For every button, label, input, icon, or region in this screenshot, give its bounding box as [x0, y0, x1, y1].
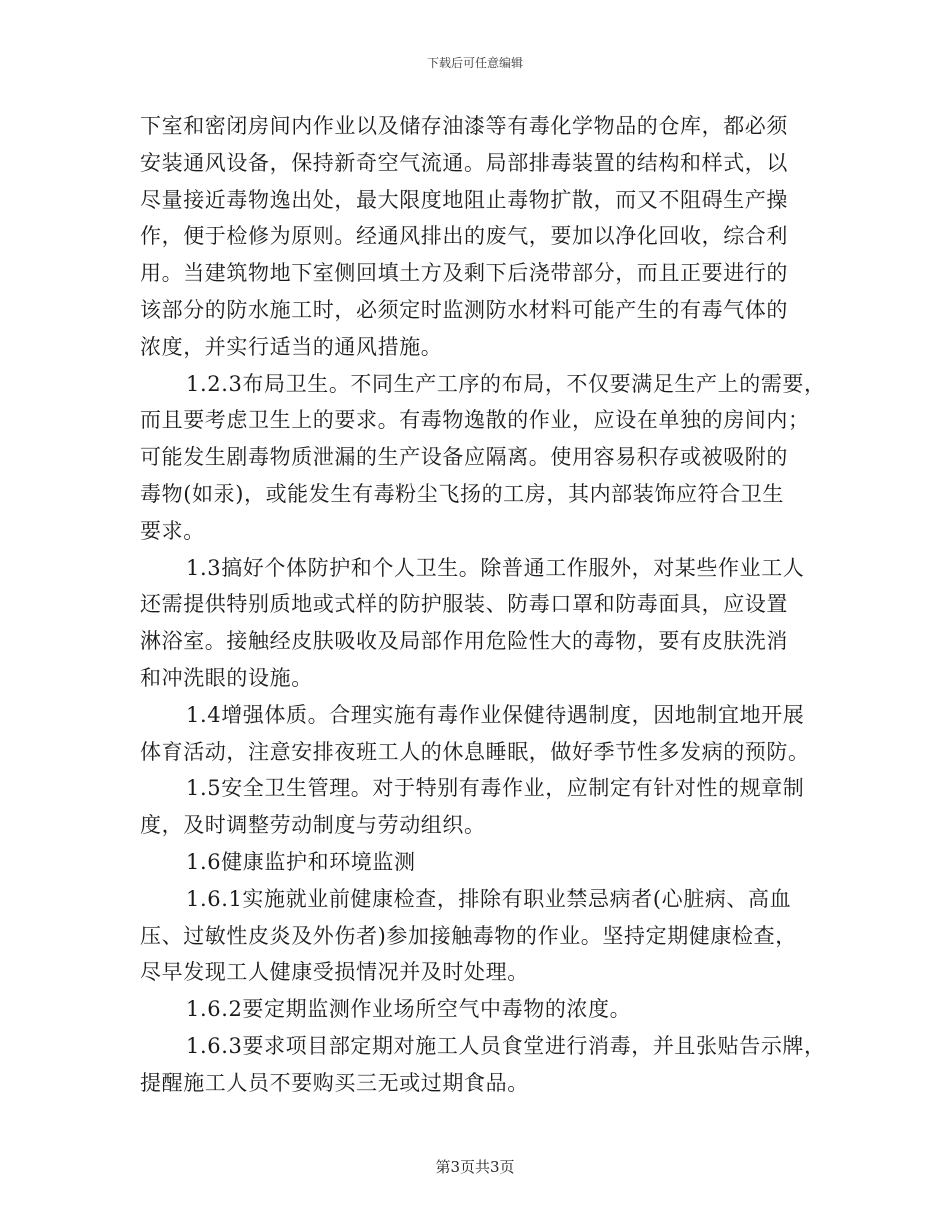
page-footer: 第3页共3页 — [435, 1158, 515, 1176]
paragraph — [140, 881, 830, 991]
text-line: 和冲洗眼的设施。 — [140, 665, 313, 690]
text-line: 可能发生剧毒物质泄漏的生产设备应隔离。使用容易积存或被吸附的 — [140, 445, 788, 470]
text-line: 安装通风设备，保持新奇空气流通。局部排毒装置的结构和样式，以 — [140, 150, 788, 175]
paragraph — [140, 108, 830, 366]
text-line: 度，及时调整劳动制度与劳动组织。 — [140, 813, 486, 838]
text-line: 1.6.3要求项目部定期对施工人员食堂进行消毒，并且张贴告示牌， — [186, 1033, 826, 1058]
text-line: 还需提供特别质地或式样的防护服装、防毒口罩和防毒面具，应设置 — [140, 592, 788, 617]
page-header: 下载后可任意编辑 — [426, 56, 523, 70]
document-body — [140, 108, 830, 1102]
paragraph — [140, 697, 830, 771]
text-line: 尽量接近毒物逸出处，最大限度地阻止毒物扩散，而又不阻碍生产操 — [140, 187, 788, 212]
paragraph — [140, 1028, 830, 1102]
text-line: 而且要考虑卫生上的要求。有毒物逸散的作业，应设在单独的房间内； — [140, 408, 810, 433]
text-line: 要求。 — [140, 518, 205, 543]
text-line: 该部分的防水施工时，必须定时监测防水材料可能产生的有毒气体的 — [140, 297, 788, 322]
paragraph — [140, 770, 830, 844]
text-line: 用。当建筑物地下室侧回填土方及剩下后浇带部分，而且正要进行的 — [140, 261, 788, 286]
text-line: 毒物(如汞)，或能发生有毒粉尘飞扬的工房，其内部装饰应符合卫生 — [140, 481, 784, 506]
section-heading — [140, 844, 830, 881]
paragraph — [140, 550, 830, 697]
text-line: 作，便于检修为原则。经通风排出的废气，要加以净化回收，综合利 — [140, 224, 788, 249]
text-line: 浓度，并实行适当的通风措施。 — [140, 334, 443, 359]
text-line: 1.6健康监护和环境监测 — [186, 849, 416, 874]
text-line: 淋浴室。接触经皮肤吸收及局部作用危险性大的毒物，要有皮肤洗消 — [140, 629, 788, 654]
text-line: 1.5安全卫生管理。对于特别有毒作业，应制定有针对性的规章制 — [186, 776, 805, 801]
text-line: 提醒施工人员不要购买三无或过期食品。 — [140, 1070, 529, 1095]
text-line: 1.6.2要定期监测作业场所空气中毒物的浓度。 — [186, 997, 632, 1022]
text-line: 1.3搞好个体防护和个人卫生。除普通工作服外，对某些作业工人 — [186, 555, 805, 580]
paragraph — [140, 991, 830, 1028]
text-line: 下室和密闭房间内作业以及储存油漆等有毒化学物品的仓库，都必须 — [140, 114, 788, 138]
paragraph — [140, 366, 830, 550]
text-line: 1.6.1实施就业前健康检查，排除有职业禁忌病者(心脏病、高血 — [186, 886, 792, 911]
text-line: 压、过敏性皮炎及外伤者)参加接触毒物的作业。坚持定期健康检查， — [140, 923, 797, 948]
text-line: 1.4增强体质。合理实施有毒作业保健待遇制度，因地制宜地开展 — [186, 702, 805, 727]
text-line: 体育活动，注意安排夜班工人的休息睡眠，做好季节性多发病的预防。 — [140, 739, 810, 764]
text-line: 尽早发现工人健康受损情况并及时处理。 — [140, 960, 529, 985]
text-line: 1.2.3布局卫生。不同生产工序的布局，不仅要满足生产上的需要， — [186, 371, 826, 396]
